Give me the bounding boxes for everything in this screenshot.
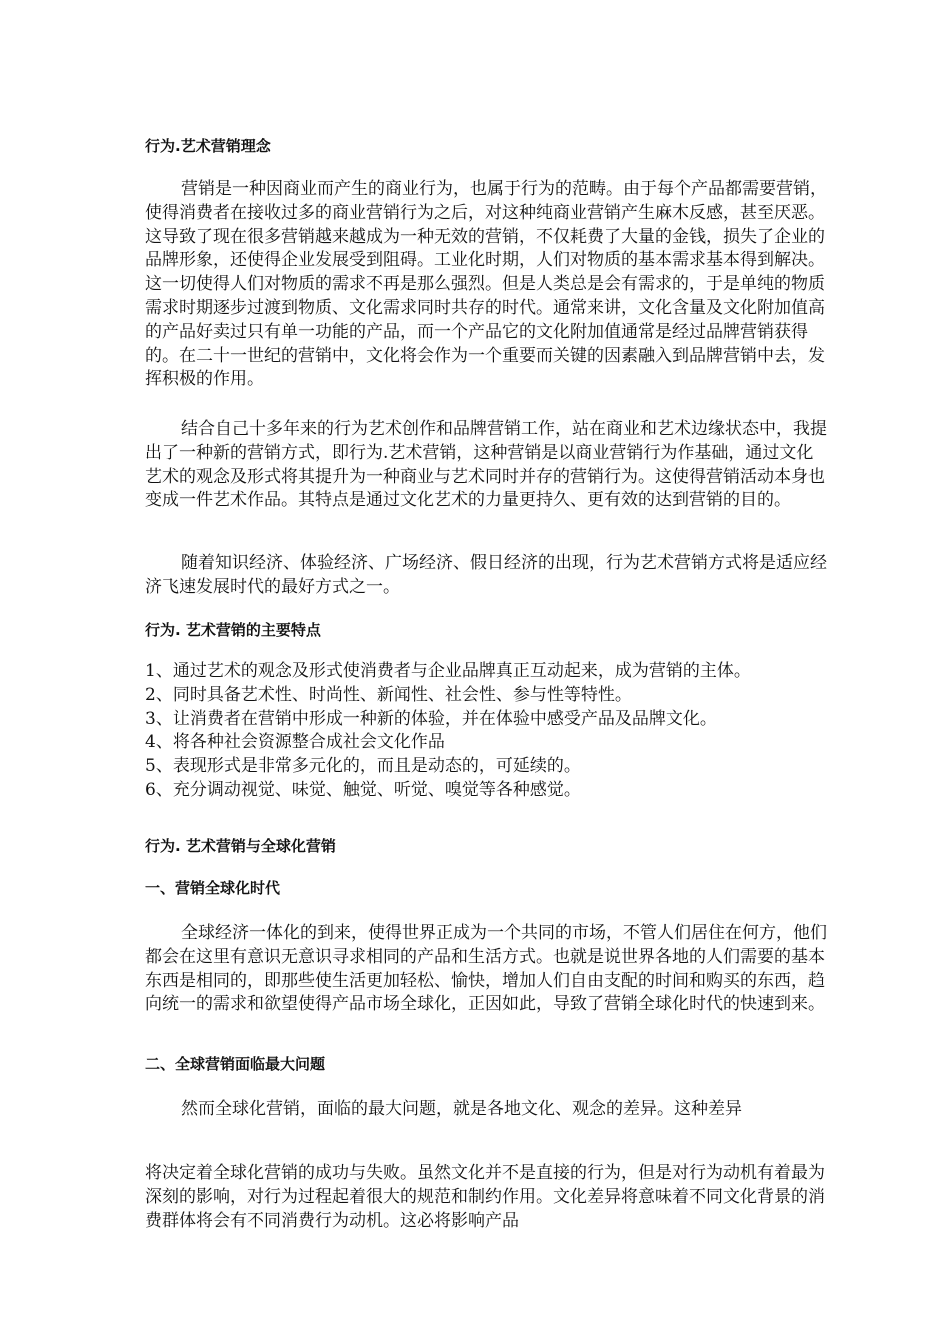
list-item: 4、将各种社会资源整合成社会文化作品 — [145, 732, 445, 753]
paragraph-global-era: 全球经济一体化的到来，使得世界正成为一个共同的市场，不管人们居住在何方，他们都会在这里有意识无意识寻求相同的产品和生活方式。也就是说世界各地的人们需要的基本东西是相同的，即那些使生活更加轻松、愉快，增加人们自由支配的时间和购买的东西，趋向统一的需求和欲望使得产品市场全球化，正因如此，导致了营销全球化时代的快速到来。 — [145, 923, 827, 1015]
paragraph-cultural-impact: 将决定着全球化营销的成功与失败。虽然文化并不是直接的行为，但是对行为动机有着最为深刻的影响，对行为过程起着很大的规范和制约作用。文化差异将意味着不同文化背景的消费群体将会有不同消费行为动机。这必将影响产品 — [145, 1163, 825, 1231]
feature-list — [145, 660, 845, 803]
paragraph-marketing-intro: 营销是一种因商业而产生的商业行为，也属于行为的范畴。由于每个产品都需要营销，使得消费者在接收过多的商业营销行为之后，对这种纯商业营销产生麻木反感，甚至厌恶。这导致了现在很多营销越来越成为一种无效的营销，不仅耗费了大量的金钱，损失了企业的品牌形象，还使得企业发展受到阻碍。工业化时期，人们对物质的基本需求基本得到解决。这一切使得人们对物质的需求不再是那么强烈。但是人类总是会有需求的，于是单纯的物质需求时期逐步过渡到物质、文化需求同时共存的时代。通常来讲，文化含量及文化附加值高的产品好卖过只有单一功能的产品，而一个产品它的文化附加值通常是经过品牌营销获得的。在二十一世纪的营销中，文化将会作为一个重要而关键的因素融入到品牌营销中去，发挥积极的作用。 — [145, 179, 827, 390]
list-item: 6、充分调动视觉、味觉、触觉、听觉、嗅觉等各种感觉。 — [145, 779, 581, 800]
list-item: 3、让消费者在营销中形成一种新的体验，并在体验中感受产品及品牌文化。 — [145, 708, 717, 729]
section-title-features: 行为. 艺术营销的主要特点 — [145, 621, 321, 639]
section-title-globalization: 行为. 艺术营销与全球化营销 — [145, 837, 336, 855]
subsection-title-problem: 二、全球营销面临最大问题 — [145, 1055, 326, 1073]
section-title-concept: 行为.艺术营销理念 — [145, 137, 271, 155]
paragraph-cultural-difference: 然而全球化营销，面临的最大问题，就是各地文化、观念的差异。这种差异 — [181, 1099, 742, 1119]
subsection-title-era: 一、营销全球化时代 — [145, 879, 281, 897]
paragraph-new-approach: 结合自己十多年来的行为艺术创作和品牌营销工作，站在商业和艺术边缘状态中，我提出了一种新的营销方式，即行为.艺术营销，这种营销是以商业营销行为作基础，通过文化艺术的观念及形式将其提升为一种商业与艺术同时并存的营销行为。这使得营销活动本身也变成一件艺术作品。其特点是通过文化艺术的力量更持久、更有效的达到营销的目的。 — [145, 419, 827, 511]
paragraph-economy-trend: 随着知识经济、体验经济、广场经济、假日经济的出现，行为艺术营销方式将是适应经济飞速发展时代的最好方式之一。 — [145, 553, 827, 597]
list-item: 1、通过艺术的观念及形式使消费者与企业品牌真正互动起来，成为营销的主体。 — [145, 661, 751, 681]
list-item: 5、表现形式是非常多元化的，而且是动态的，可延续的。 — [145, 756, 581, 777]
list-item: 2、同时具备艺术性、时尚性、新闻性、社会性、参与性等特性。 — [145, 684, 632, 705]
